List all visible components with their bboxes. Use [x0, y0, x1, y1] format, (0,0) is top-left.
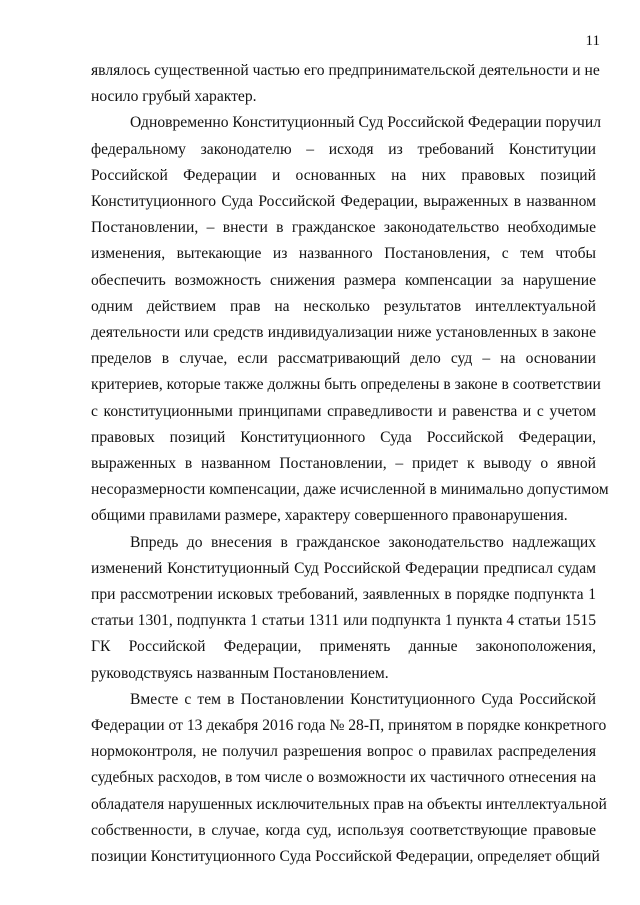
paragraph-4	[91, 687, 607, 870]
text-line: нормоконтроля, не получил разрешения вопрос о правилах распределения	[91, 743, 596, 761]
paragraph-3	[91, 530, 596, 687]
text-line: Постановлении, – внести в гражданское законодательство необходимые	[91, 219, 596, 237]
text-line: Вместе с тем в Постановлении Конституционного Суда Российской	[130, 690, 596, 708]
text-line: являлось существенной частью его предпринимательской деятельности и не	[91, 62, 600, 79]
text-line: критериев, которые также должны быть определены в законе в соответствии	[91, 376, 601, 394]
text-line: Одновременно Конституционный Суд Российской Федерации поручил	[130, 114, 601, 132]
text-line: федеральному законодателю – исходя из требований Конституции	[91, 140, 596, 158]
text-line: Впредь до внесения в гражданское законодательство надлежащих	[130, 533, 596, 551]
text-line: ГК Российской Федерации, применять данные законоположения,	[91, 638, 596, 656]
paragraph-1	[91, 58, 600, 110]
text-line: Конституционного Суда Российской Федерации, выраженных в названном	[91, 193, 596, 211]
text-line: Российской Федерации и основанных на них правовых позиций	[91, 166, 596, 184]
text-line: позиции Конституционного Суда Российской Федерации, определяет общий	[91, 848, 600, 866]
text-line: собственности, в случае, когда суд, используя соответствующие правовые	[91, 821, 596, 839]
text-line: деятельности или средств индивидуализации ниже установленных в законе	[91, 324, 596, 342]
text-line: несоразмерности компенсации, даже исчисленной в минимально допустимом	[91, 481, 609, 499]
text-line: одним действием прав на несколько результатов интеллектуальной	[91, 297, 596, 315]
text-line: при рассмотрении исковых требований, заявленных в порядке подпункта 1	[91, 586, 596, 604]
text-line: судебных расходов, в том числе о возможности их частичного отнесения на	[91, 769, 596, 787]
text-line: пределов в случае, если рассматривающий дело суд – на основании	[91, 350, 596, 368]
text-line: правовых позиций Конституционного Суда Российской Федерации,	[91, 428, 596, 446]
text-line: выраженных в названном Постановлении, – придет к выводу о явной	[91, 455, 596, 473]
text-line: изменения, вытекающие из названного Постановления, с тем чтобы	[91, 245, 596, 263]
text-line: обладателя нарушенных исключительных прав на объекты интеллектуальной	[91, 795, 607, 813]
text-line: с конституционными принципами справедливости и равенства и с учетом	[91, 402, 596, 420]
text-line: общими правилами размере, характеру совершенного правонарушения.	[91, 507, 568, 525]
page-number: 11	[585, 33, 600, 49]
text-line: изменений Конституционный Суд Российской Федерации предписал судам	[91, 559, 596, 577]
text-line: носило грубый характер.	[91, 88, 257, 106]
text-line: руководствуясь названным Постановлением.	[91, 664, 389, 682]
paragraph-2	[91, 110, 609, 529]
text-line: статьи 1301, подпункта 1 статьи 1311 или подпункта 1 пункта 4 статьи 1515	[91, 612, 596, 630]
document-body	[91, 58, 609, 870]
text-line: Федерации от 13 декабря 2016 года № 28-П, принятом в порядке конкретного	[91, 717, 607, 735]
text-line: обеспечить возможность снижения размера компенсации за нарушение	[91, 271, 596, 289]
